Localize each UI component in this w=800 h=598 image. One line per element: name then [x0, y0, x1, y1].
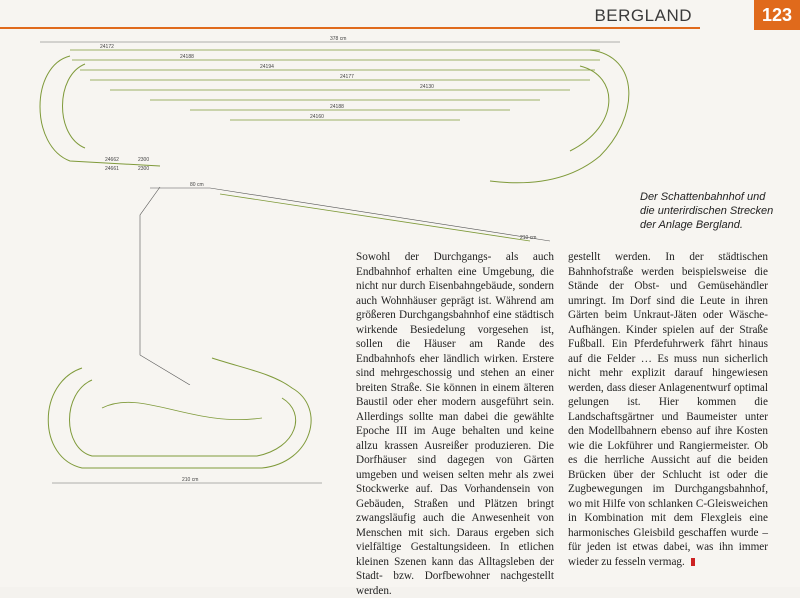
track-loop-left	[40, 56, 160, 166]
track-label: 24188	[180, 54, 194, 60]
dimension-label-bottom: 210 cm	[182, 477, 199, 483]
track-loop-left-inner	[63, 64, 86, 148]
track-label: 24662	[105, 157, 119, 163]
end-mark	[691, 558, 695, 566]
track-label: 24172	[100, 44, 114, 50]
body-text-column-1	[356, 250, 554, 598]
track-label: 24177	[340, 74, 354, 80]
body-text-1: Sowohl der Durchgangs- als auch Endbahnhof erhalten eine Umgebung, die nicht nur durch Eisenbahngebäude, sondern auch Wohnhäuser geprägt ist. Während am größeren Durchgangsbahnhof eine städtisch wirkende Besiedelung vorgesehen ist, sollen die Häuser am Rande des Endbahnhofs eher ländlich wirken. Erstere sind mehrgeschossig und stehen an einer breiten Straße. Sie können in einem älteren Baustil oder eher modern ausgeführt sein. Allerdings sollte man dabei die gewählte Epoche III im Auge behalten und keine allzu krassen Ausreißer produzieren. Die Dorfhäuser sind dagegen von Gärten umgeben und weisen selten mehr als zwei Stockwerke auf. Das Vorhandensein von Gebäuden, Straßen und Plätzen bringt zwangsläufig auch die Anwesenheit von Menschen mit sich. Daraus ergeben sich vielfältige Gestaltungsideen. In etlichen kleinen Szenen kann das Alltagsleben der Stadt- bzw. Dorfbewohner nachgestellt werden.	[356, 251, 554, 597]
body-text-column-2	[568, 250, 768, 569]
track-loop-right-inner	[570, 66, 609, 151]
track-label: 24160	[310, 114, 324, 120]
track-plan-lower	[42, 348, 332, 490]
dimension-label-mid2: 210 cm	[520, 235, 537, 241]
section-title: BERGLAND	[594, 6, 692, 25]
dimension-label-mid: 80 cm	[190, 182, 204, 188]
track-label: 2300	[138, 166, 150, 172]
track-label: 24188	[330, 104, 344, 110]
track-lower-mid	[102, 402, 262, 419]
dimension-label-top: 378 cm	[330, 36, 347, 42]
track-labels	[100, 44, 434, 172]
page-header	[0, 0, 800, 30]
body-text-2: gestellt werden. In der städtischen Bahnhofstraße werden beispielsweise die Stände der Obst- und Gemüsehändler umringt. Im Dorf sind die Leute in ihren Gärten beim Unkraut-Jäten oder Wäsche-Aufhängen. Kinder spielen auf der Straße Fußball. Ein Pferdefuhrwerk fährt hinaus auf die Felder … Es muss nun sicherlich nicht mehr explizit darauf hingewiesen werden, dass dieser Anlagenentwurf optimal gelungen ist. Hier kommen die Landschaftsgärtner und Baumeister unter den Modellbahnern ebenso auf ihre Kosten wie die Lokführer und Rangiermeister. Ob es die herrliche Aussicht auf die beiden Brücken über der Schlucht ist oder die Zugbewegungen im Durchgangsbahnhof, wo mit Hilfe von schlanken C-Gleisweichen in Kombination mit dem Flexgleis eine harmonisches Gleisbild geschaffen wurde – für jeden ist etwas dabei, was ihn immer wieder zu fesseln vermag.	[568, 251, 768, 568]
page-number: 123	[754, 0, 800, 30]
track-label: 24194	[260, 64, 274, 70]
track-label: 2300	[138, 157, 150, 163]
track-label: 24661	[105, 166, 119, 172]
track-label: 24130	[420, 84, 434, 90]
figure-caption: Der Schattenbahnhof und die unterirdischen Strecken der Anlage Bergland.	[640, 191, 774, 231]
header-rule	[0, 27, 700, 29]
